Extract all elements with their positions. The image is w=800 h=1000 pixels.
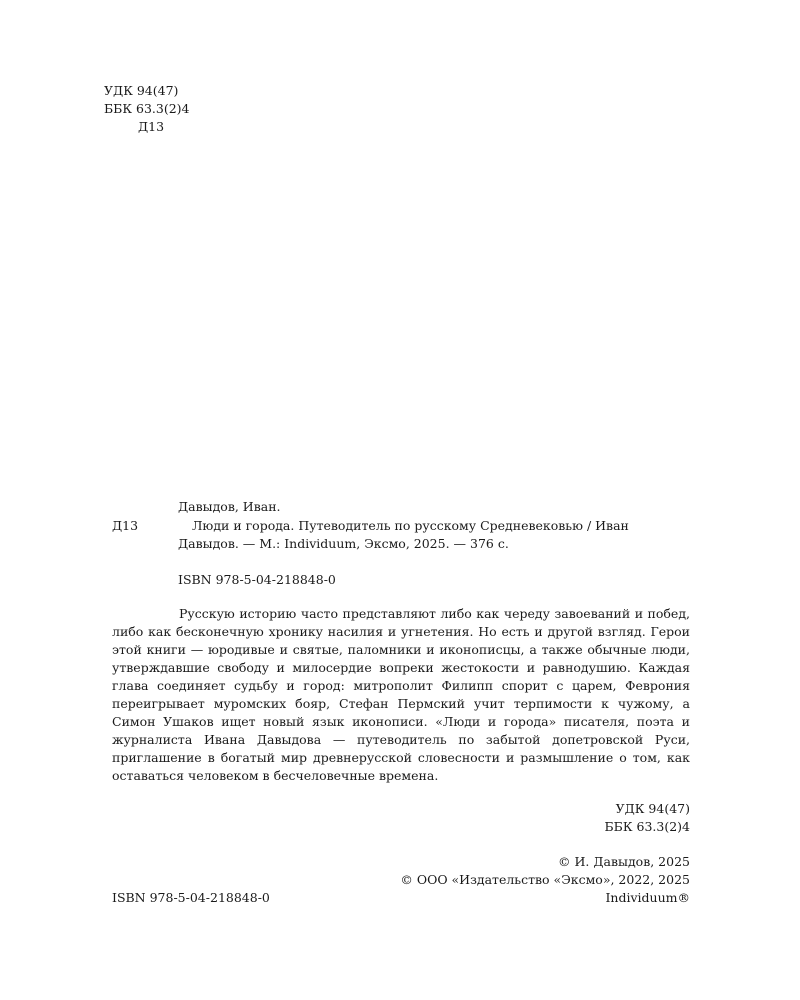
card-author: Давыдов, Иван. <box>178 499 281 514</box>
card-title-line-1: Люди и города. Путеводитель по русскому Средневековью / Иван <box>192 518 629 533</box>
bottom-udk-code: УДК 94(47) <box>615 801 690 816</box>
bottom-classification <box>604 800 690 836</box>
copyright-author: © И. Давыдов, 2025 <box>558 854 690 869</box>
classification-block <box>104 82 190 136</box>
bottom-bbk-code: ББК 63.3(2)4 <box>604 819 690 834</box>
author-sign: Д13 <box>138 119 165 134</box>
card-isbn: ISBN 978-5-04-218848-0 <box>178 572 336 587</box>
copyright-block <box>400 853 690 907</box>
imprint-name: Individuum® <box>605 890 690 905</box>
annotation-paragraph: Русскую историю часто представляют либо как череду завоеваний и побед, либо как бесконечную хронику насилия и угнетения. Но есть и другой взгляд. Герои этой книги — юродивые и святые, паломники и иконописцы, а также обычные люди, утверждавшие свободу и милосердие вопреки жестокости и равнодушию. Каждая глава соединяет судьбу и город: митрополит Филипп спорит с царем, Феврония переигрывает муромских бояр, Стефан Пермский учит терпимости к чужому, а Симон Ушаков ищет новый язык иконописи. «Люди и города» писателя, поэта и журналиста Ивана Давыдова — путеводитель по забытой допетровской Руси, приглашение в богатый мир древнерусской словесности и размышление о том, как оставаться человеком в бесчеловечные времена. <box>112 606 690 783</box>
card-author-sign: Д13 <box>112 518 139 533</box>
bottom-isbn: ISBN 978-5-04-218848-0 <box>112 890 270 905</box>
udk-code: УДК 94(47) <box>104 83 179 98</box>
card-title-line-2: Давыдов. — М.: Individuum, Эксмо, 2025. — 376 с. <box>178 536 509 551</box>
copyright-publisher: © ООО «Издательство «Эксмо», 2022, 2025 <box>400 872 690 887</box>
bbk-code: ББК 63.3(2)4 <box>104 101 190 116</box>
